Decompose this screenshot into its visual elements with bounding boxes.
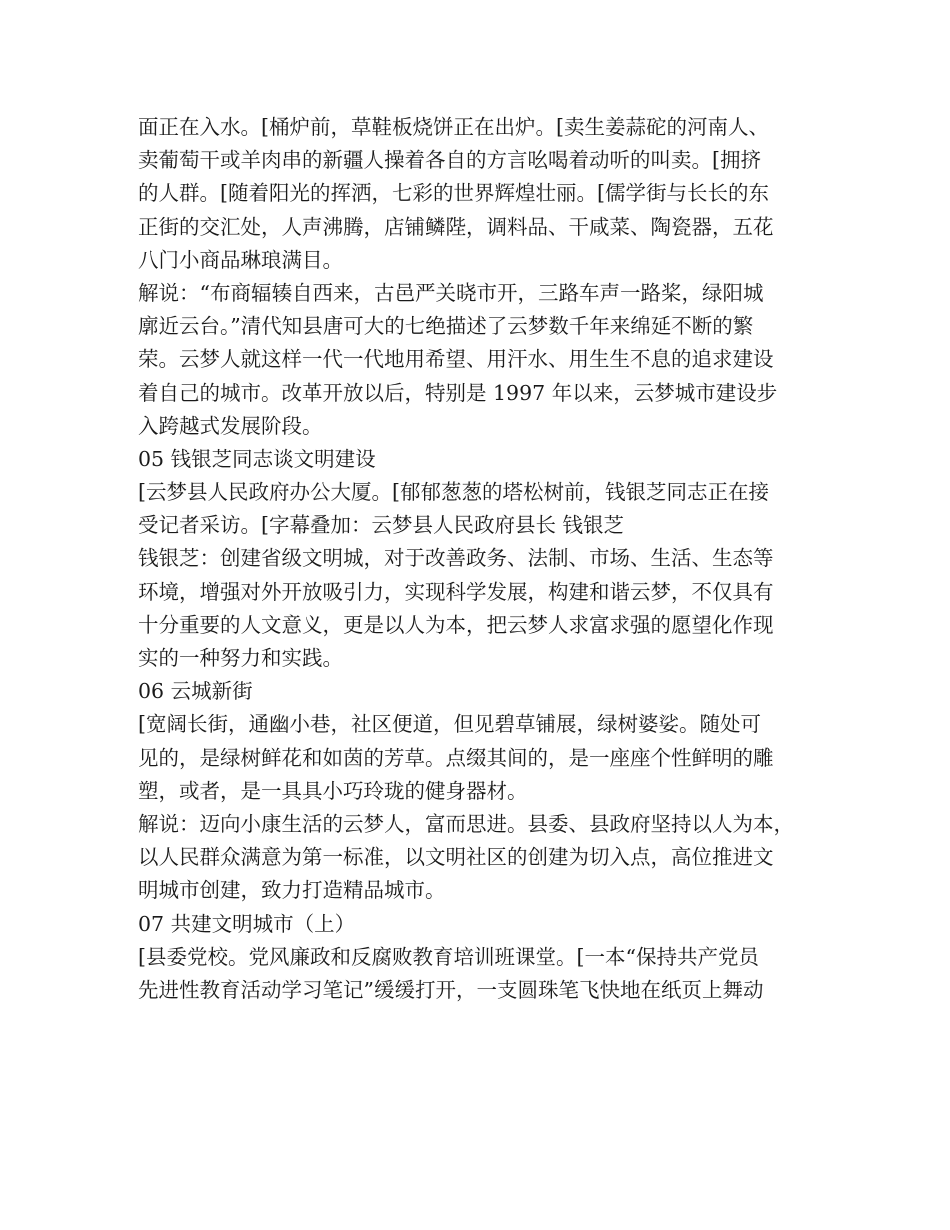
text-line: 环境，增强对外开放吸引力，实现科学发展，构建和谐云梦，不仅具有	[138, 579, 774, 604]
text-line: 明城市创建，致力打造精品城市。	[138, 878, 446, 903]
text-line: 面正在入水。[桶炉前，草鞋板烧饼正在出炉。[卖生姜蒜砣的河南人、	[138, 115, 769, 139]
text-line: 廓近云台。”清代知县唐可大的七绝描述了云梦数千年来绵延不断的繁	[138, 314, 754, 339]
section-heading-05: 05 钱银芝同志谈文明建设	[138, 446, 376, 471]
text-line: 解说：迈向小康生活的云梦人，富而思进。县委、县政府坚持以人为本，	[138, 811, 794, 836]
text-line: 着自己的城市。改革开放以后，特别是 1997 年以来，云梦城市建设步	[138, 380, 778, 405]
text-line: 八门小商品琳琅满目。	[138, 247, 343, 272]
section-heading-07: 07 共建文明城市（上）	[138, 911, 356, 936]
text-line: 塑，或者，是一具具小巧玲珑的健身器材。	[138, 778, 528, 803]
text-line: 荣。云梦人就这样一代一代地用希望、用汗水、用生生不息的追求建设	[138, 347, 774, 372]
text-line: 以人民群众满意为第一标准，以文明社区的创建为切入点，高位推进文	[138, 845, 774, 870]
section-heading-06: 06 云城新街	[138, 679, 253, 704]
text-line: [宽阔长街，通幽小巷，社区便道，但见碧草铺展，绿树婆娑。随处可	[138, 712, 761, 737]
text-line: 实的一种努力和实践。	[138, 646, 343, 670]
text-line: 正街的交汇处，人声沸腾，店铺鳞陛，调料品、干咸菜、陶瓷器，五花	[138, 214, 774, 239]
text-line: 入跨越式发展阶段。	[138, 413, 323, 438]
document-body	[138, 111, 822, 1007]
text-line: 的人群。[随着阳光的挥洒，七彩的世界辉煌壮丽。[儒学街与长长的东	[138, 181, 769, 206]
text-line: [云梦县人民政府办公大厦。[郁郁葱葱的塔松树前，钱银芝同志正在接	[138, 480, 769, 505]
text-line: 十分重要的人文意义，更是以人为本，把云梦人求富求强的愿望化作现	[138, 612, 774, 637]
text-line: 先进性教育活动学习笔记”缓缓打开，一支圆珠笔飞快地在纸页上舞动	[138, 977, 764, 1002]
text-line: 解说：“布商辐辏自西来，古邑严关晓市开，三路车声一路桨，绿阳城	[138, 280, 764, 305]
text-line: 见的，是绿树鲜花和如茵的芳草。点缀其间的，是一座座个性鲜明的雕	[138, 745, 774, 770]
text-line: [县委党校。党风廉政和反腐败教育培训班课堂。[一本“保持共产党员	[138, 944, 759, 969]
text-line: 受记者采访。[字幕叠加：云梦县人民政府县长 钱银芝	[138, 513, 625, 538]
text-line: 卖葡萄干或羊肉串的新疆人操着各自的方言吆喝着动听的叫卖。[拥挤	[138, 148, 761, 173]
text-line: 钱银芝：创建省级文明城，对于改善政务、法制、市场、生活、生态等	[138, 546, 774, 571]
